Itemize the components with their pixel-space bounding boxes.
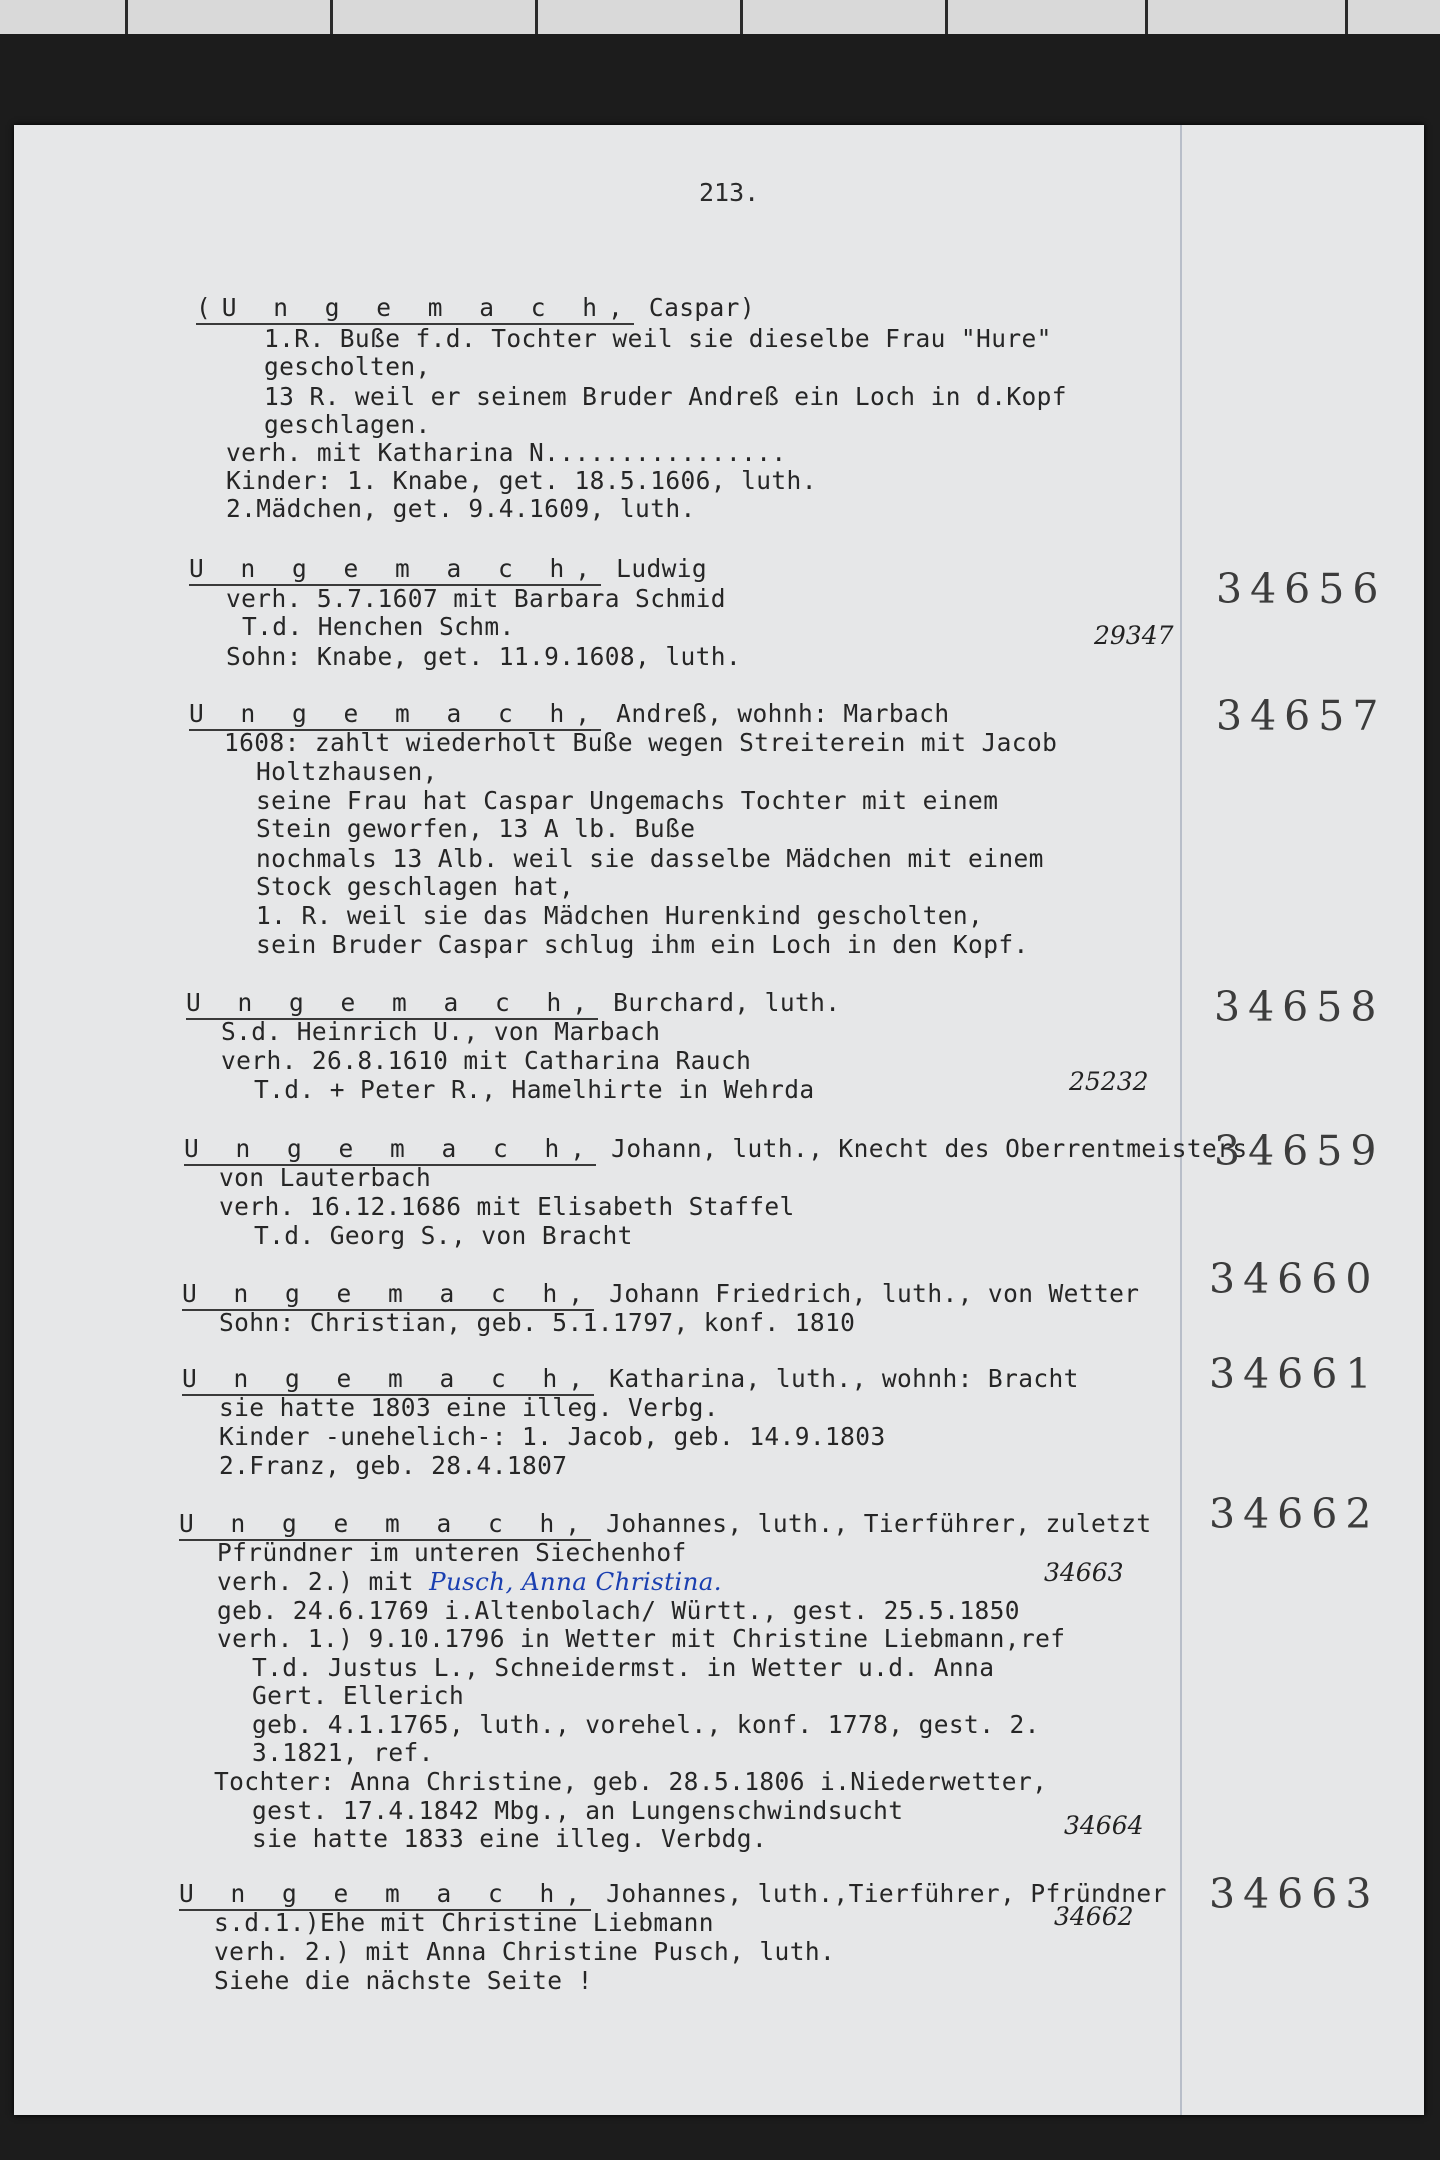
- record-number: 34661: [1209, 1350, 1380, 1398]
- film-tick: [1145, 0, 1148, 34]
- entry-line: S.d. Heinrich U., von Marbach: [221, 1017, 661, 1046]
- entry-header: [182, 1365, 1079, 1393]
- given-name: Burchard, luth.: [613, 988, 841, 1017]
- entry-line: geb. 24.6.1769 i.Altenbolach/ Württ., gest. 25.5.1850: [217, 1596, 1020, 1625]
- surname: U n g e m a c h,: [189, 699, 601, 731]
- entry-line: sein Bruder Caspar schlug ihm ein Loch in den Kopf.: [256, 930, 1029, 959]
- entry-line: verh. 16.12.1686 mit Elisabeth Staffel: [219, 1192, 795, 1221]
- film-tick: [330, 0, 333, 34]
- entry-line: Gert. Ellerich: [252, 1681, 465, 1710]
- film-tick: [125, 0, 128, 34]
- entry-line: [217, 1568, 722, 1596]
- surname: U n g e m a c h,: [189, 554, 601, 586]
- entry-line: verh. 26.8.1610 mit Catharina Rauch: [221, 1046, 752, 1075]
- handwritten-ref: 25232: [1069, 1067, 1149, 1096]
- entry-line: Stein geworfen, 13 A lb. Buße: [256, 814, 696, 843]
- entry-line: Kinder -unehelich-: 1. Jacob, geb. 14.9.1803: [219, 1422, 886, 1451]
- entry-header: [179, 1880, 1167, 1908]
- entry-line: 1608: zahlt wiederholt Buße wegen Streiterein mit Jacob: [224, 728, 1058, 757]
- handwritten-name: Pusch, Anna Christina.: [429, 1567, 722, 1596]
- entry-line: von Lauterbach: [219, 1163, 432, 1192]
- surname: U n g e m a c h,: [179, 1879, 591, 1911]
- entry-line: gest. 17.4.1842 Mbg., an Lungenschwindsucht: [252, 1796, 904, 1825]
- entry-line: Pfründner im unteren Siechenhof: [217, 1538, 687, 1567]
- entry-line: sie hatte 1803 eine illeg. Verbg.: [219, 1393, 719, 1422]
- entry-line: Siehe die nächste Seite !: [214, 1966, 593, 1995]
- film-tick: [535, 0, 538, 34]
- given-name: Katharina, luth., wohnh: Bracht: [609, 1364, 1079, 1393]
- surname: U n g e m a c h,: [182, 1279, 594, 1311]
- marriage-text: verh. 2.) mit: [217, 1567, 414, 1596]
- record-number: 34660: [1209, 1255, 1380, 1303]
- entry-line: Tochter: Anna Christine, geb. 28.5.1806 i.Niederwetter,: [214, 1767, 1048, 1796]
- film-tick: [740, 0, 743, 34]
- record-number: 34656: [1216, 565, 1387, 613]
- handwritten-ref: 34662: [1054, 1902, 1134, 1931]
- given-name: Johann Friedrich, luth., von Wetter: [609, 1279, 1140, 1308]
- entry-line: verh. mit Katharina N................: [226, 438, 787, 467]
- entry-header: [184, 1135, 1247, 1163]
- surname: (U n g e m a c h,: [196, 293, 634, 325]
- entry-header: [189, 700, 949, 728]
- page-number: 213.: [699, 178, 760, 207]
- record-number: 34658: [1214, 983, 1385, 1031]
- document-page: [14, 125, 1424, 2115]
- surname: U n g e m a c h,: [184, 1134, 596, 1166]
- entry-line: verh. 1.) 9.10.1796 in Wetter mit Christine Liebmann,ref: [217, 1624, 1066, 1653]
- entry-header: [196, 294, 755, 322]
- entry-line: Stock geschlagen hat,: [256, 872, 575, 901]
- entry-header: [189, 555, 707, 583]
- handwritten-ref: 34663: [1044, 1558, 1124, 1587]
- entry-line: T.d. Justus L., Schneidermst. in Wetter u.d. Anna: [252, 1653, 995, 1682]
- entry-header: [179, 1510, 1152, 1538]
- entry-line: nochmals 13 Alb. weil sie dasselbe Mädchen mit einem: [256, 844, 1044, 873]
- entry-header: [186, 989, 840, 1017]
- surname: U n g e m a c h,: [179, 1509, 591, 1541]
- entry-line: Sohn: Knabe, get. 11.9.1608, luth.: [226, 642, 742, 671]
- entry-line: 1. R. weil sie das Mädchen Hurenkind gescholten,: [256, 901, 984, 930]
- record-number: 34663: [1209, 1870, 1380, 1918]
- margin-rule: [1180, 125, 1182, 2115]
- record-number: 34662: [1209, 1490, 1380, 1538]
- entry-line: verh. 2.) mit Anna Christine Pusch, luth.: [214, 1937, 836, 1966]
- record-number: 34657: [1216, 692, 1387, 740]
- entry-line: s.d.1.)Ehe mit Christine Liebmann: [214, 1908, 714, 1937]
- entry-line: seine Frau hat Caspar Ungemachs Tochter mit einem: [256, 786, 999, 815]
- entry-line: T.d. Georg S., von Bracht: [254, 1221, 633, 1250]
- film-strip: [0, 0, 1440, 34]
- entry-line: 2.Franz, geb. 28.4.1807: [219, 1451, 568, 1480]
- entry-line: verh. 5.7.1607 mit Barbara Schmid: [226, 584, 726, 613]
- entry-line: sie hatte 1833 eine illeg. Verbdg.: [252, 1824, 768, 1853]
- entry-line: T.d. Henchen Schm.: [242, 612, 515, 641]
- entry-line: Sohn: Christian, geb. 5.1.1797, konf. 1810: [219, 1308, 856, 1337]
- entry-line: T.d. + Peter R., Hamelhirte in Wehrda: [254, 1075, 815, 1104]
- given-name: Andreß, wohnh: Marbach: [616, 699, 950, 728]
- given-name: Johannes, luth., Tierführer, zuletzt: [606, 1509, 1152, 1538]
- handwritten-ref: 34664: [1064, 1811, 1144, 1840]
- entry-line: Holtzhausen,: [256, 757, 438, 786]
- entry-line: 2.Mädchen, get. 9.4.1609, luth.: [226, 494, 696, 523]
- entry-line: 3.1821, ref.: [252, 1738, 434, 1767]
- entry-line: 13 R. weil er seinem Bruder Andreß ein Loch in d.Kopf: [264, 382, 1067, 411]
- entry-line: geb. 4.1.1765, luth., vorehel., konf. 1778, gest. 2.: [252, 1710, 1040, 1739]
- record-number: 34659: [1214, 1127, 1385, 1175]
- entry-line: gescholten,: [264, 352, 431, 381]
- given-name: Johannes, luth.,Tierführer, Pfründner: [606, 1879, 1167, 1908]
- entry-line: Kinder: 1. Knabe, get. 18.5.1606, luth.: [226, 466, 817, 495]
- surname: U n g e m a c h,: [186, 988, 598, 1020]
- entry-line: geschlagen.: [264, 410, 431, 439]
- entry-header: [182, 1280, 1139, 1308]
- given-name: Ludwig: [616, 554, 708, 583]
- given-name: Caspar): [648, 293, 755, 322]
- handwritten-ref: 29347: [1094, 621, 1174, 650]
- surname: U n g e m a c h,: [182, 1364, 594, 1396]
- film-tick: [1345, 0, 1348, 34]
- given-name: Johann, luth., Knecht des Oberrentmeisters: [611, 1134, 1248, 1163]
- entry-line: 1.R. Buße f.d. Tochter weil sie dieselbe Frau "Hure": [264, 324, 1052, 353]
- film-tick: [945, 0, 948, 34]
